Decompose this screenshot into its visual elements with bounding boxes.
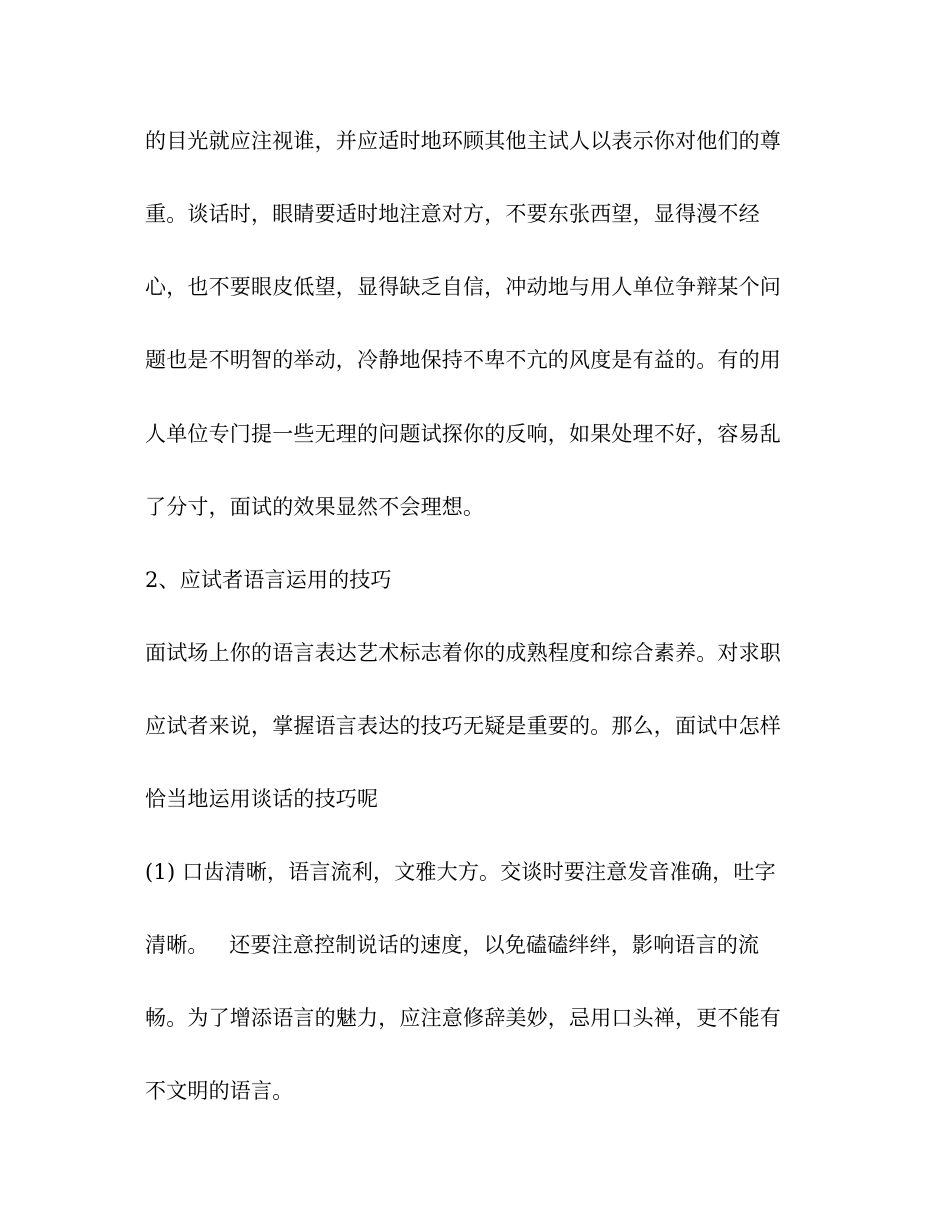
paragraph-line: 应试者来说，掌握语言表达的技巧无疑是重要的。那么，面试中怎样 [145, 714, 781, 738]
paragraph-line: 恰当地运用谈话的技巧呢 [145, 787, 379, 811]
paragraph-line: 题也是不明智的举动，冷静地保持不卑不亢的风度是有益的。有的用 [145, 348, 781, 372]
paragraph-line: 清晰。 还要注意控制说话的速度，以免磕磕绊绊，影响语言的流 [145, 933, 760, 957]
paragraph-line: 面试场上你的语言表达艺术标志着你的成熟程度和综合素养。对求职 [145, 641, 781, 665]
paragraph-line: 的目光就应注视谁，并应适时地环顾其他主试人以表示你对他们的尊 [145, 129, 781, 153]
section-heading: 2、应试者语言运用的技巧 [145, 568, 392, 592]
paragraph-line: 不文明的语言。 [145, 1079, 294, 1103]
list-item-line: (1) 口齿清晰，语言流利，文雅大方。交谈时要注意发音准确，吐字 [145, 860, 776, 884]
paragraph-line: 畅。为了增添语言的魅力，应注意修辞美妙，忌用口头禅，更不能有 [145, 1006, 781, 1030]
paragraph-line: 了分寸，面试的效果显然不会理想。 [145, 495, 485, 519]
paragraph-line: 心，也不要眼皮低望，显得缺乏自信，冲动地与用人单位争辩某个问 [145, 275, 781, 299]
paragraph-line: 重。谈话时，眼睛要适时地注意对方，不要东张西望，显得漫不经 [145, 202, 760, 226]
paragraph-line: 人单位专门提一些无理的问题试探你的反响，如果处理不好，容易乱 [145, 422, 781, 446]
